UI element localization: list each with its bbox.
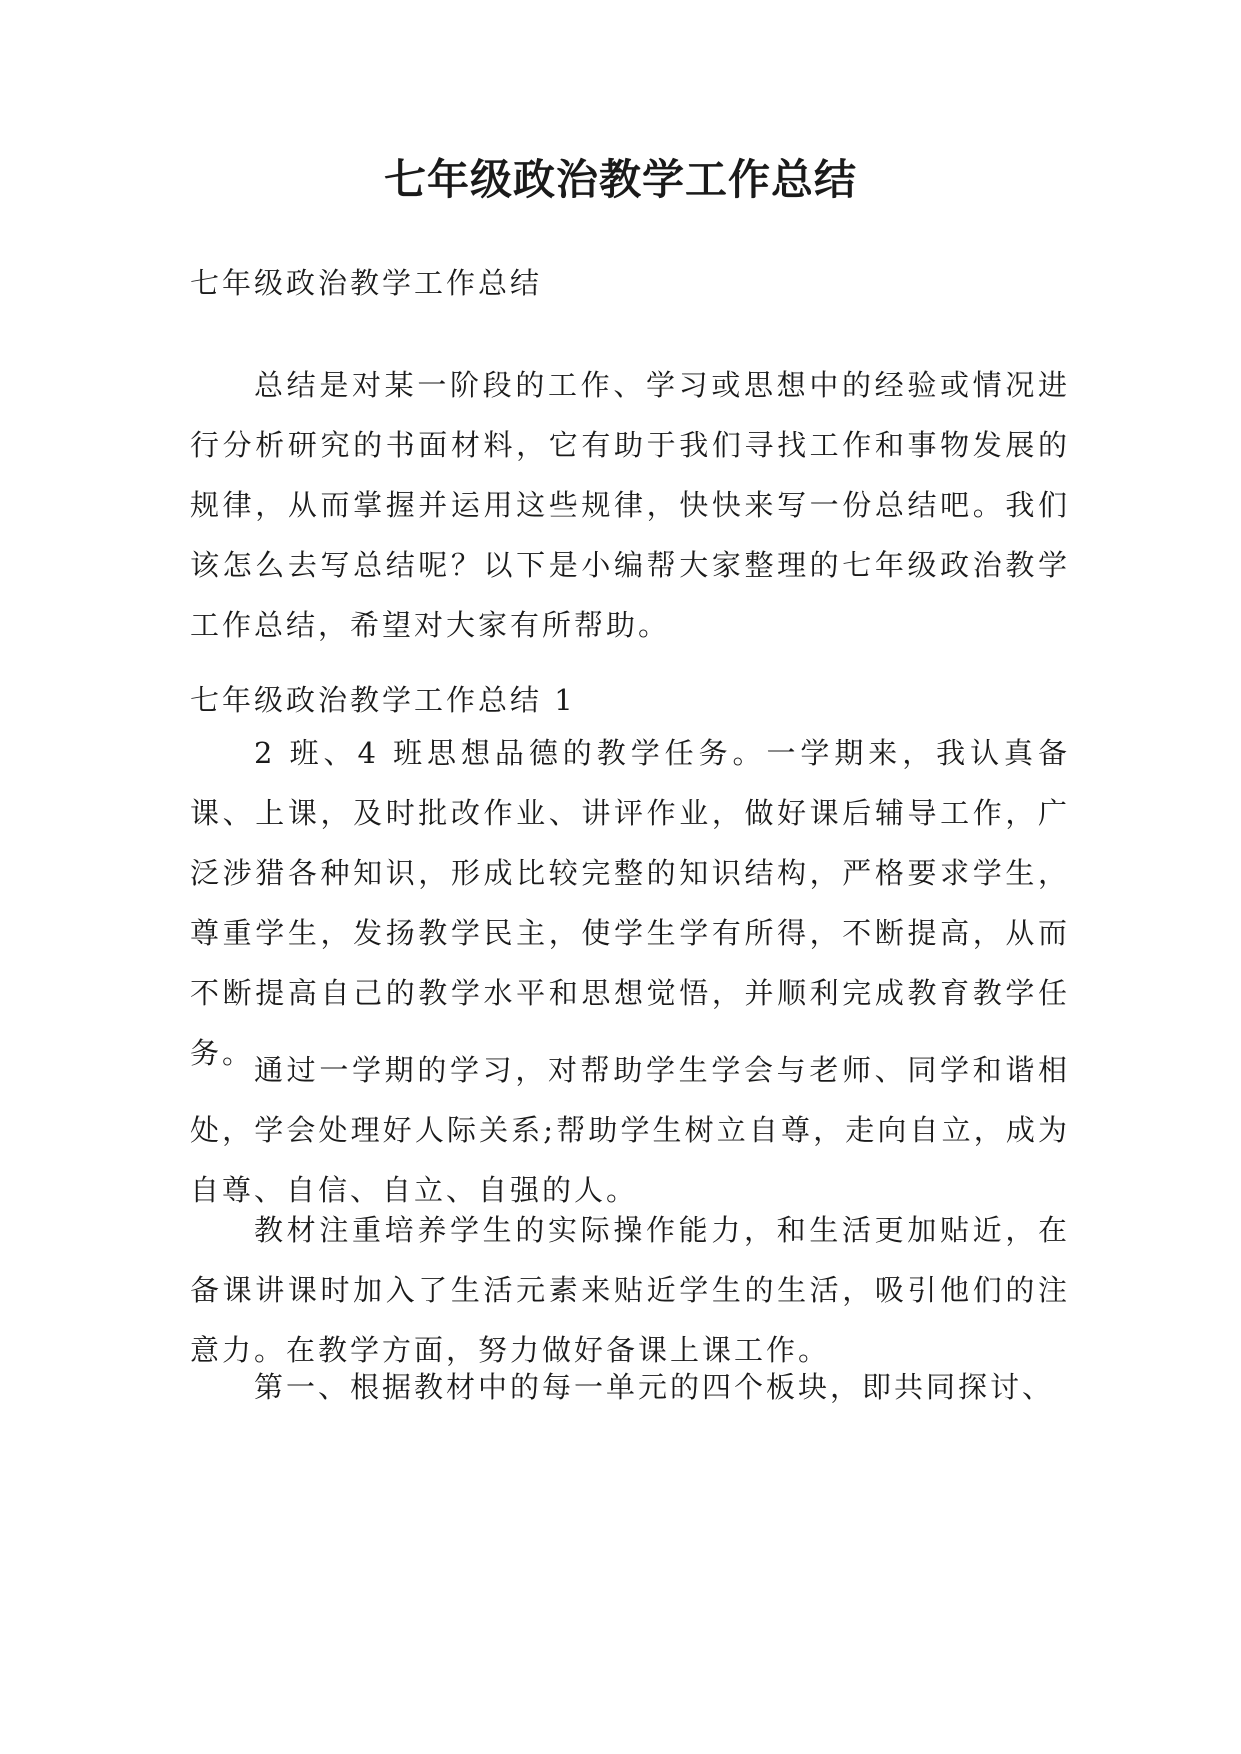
intro-paragraph: 总结是对某一阶段的工作、学习或思想中的经验或情况进行分析研究的书面材料，它有助于我们寻找工作和事物发展的规律，从而掌握并运用这些规律，快快来写一份总结吧。我们该怎么去写总结呢？以下是小编帮大家整理的七年级政治教学工作总结，希望对大家有所帮助。 bbox=[190, 368, 1070, 642]
body-paragraph-4: 第一、根据教材中的每一单元的四个板块，即共同探讨、 bbox=[254, 1370, 1055, 1404]
body-paragraph-1: 2 班、4 班思想品德的教学任务。一学期来，我认真备课、上课，及时批改作业、讲评作业，做好课后辅导工作，广泛涉猎各种知识，形成比较完整的知识结构，严格要求学生，尊重学生，发扬教学民主，使学生学有所得，不断提高，从而不断提高自己的教学水平和思想觉悟，并顺利完成教育教学任务。 bbox=[190, 736, 1070, 1070]
section-heading: 七年级政治教学工作总结 1 bbox=[190, 683, 576, 717]
body-paragraph-2: 通过一学期的学习，对帮助学生学会与老师、同学和谐相处，学会处理好人际关系;帮助学生树立自尊，走向自立，成为自尊、自信、自立、自强的人。 bbox=[190, 1053, 1070, 1207]
document-title: 七年级政治教学工作总结 bbox=[383, 155, 857, 204]
document-subtitle: 七年级政治教学工作总结 bbox=[190, 266, 543, 300]
body-paragraph-3: 教材注重培养学生的实际操作能力，和生活更加贴近，在备课讲课时加入了生活元素来贴近学生的生活，吸引他们的注意力。在教学方面，努力做好备课上课工作。 bbox=[190, 1213, 1070, 1367]
